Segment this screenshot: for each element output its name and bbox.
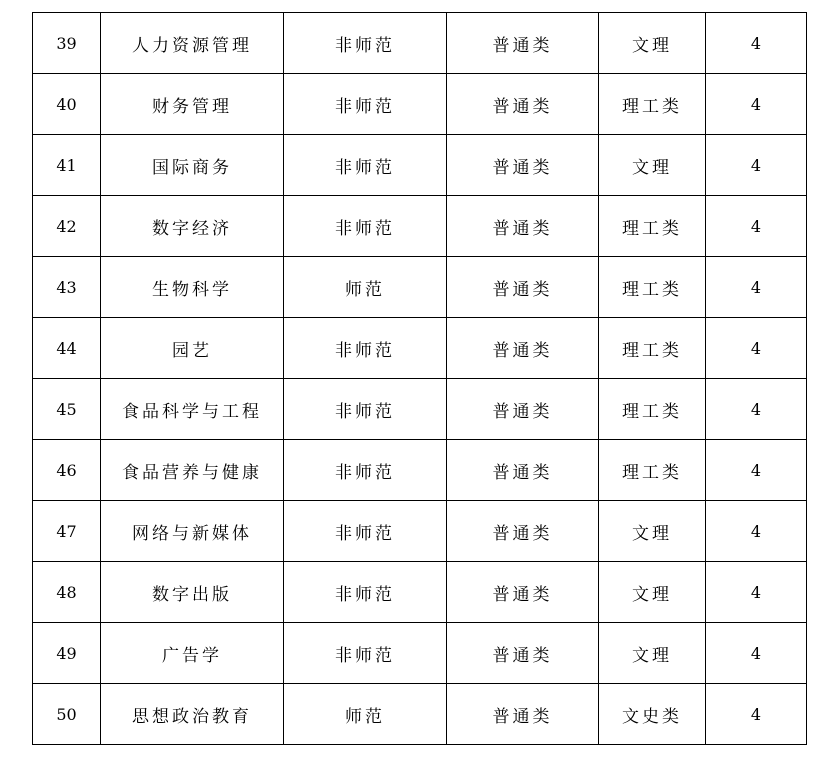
subject-track: 文史类 <box>599 684 706 745</box>
study-years: 4 <box>706 379 807 440</box>
row-number: 39 <box>33 13 101 74</box>
teacher-training-type: 非师范 <box>284 379 447 440</box>
teacher-training-type: 师范 <box>284 684 447 745</box>
subject-track: 理工类 <box>599 74 706 135</box>
enrollment-category: 普通类 <box>447 196 599 257</box>
study-years: 4 <box>706 684 807 745</box>
row-number: 40 <box>33 74 101 135</box>
enrollment-category: 普通类 <box>447 684 599 745</box>
enrollment-category: 普通类 <box>447 74 599 135</box>
major-name: 人力资源管理 <box>101 13 284 74</box>
major-name: 数字出版 <box>101 562 284 623</box>
enrollment-category: 普通类 <box>447 623 599 684</box>
major-name: 食品科学与工程 <box>101 379 284 440</box>
study-years: 4 <box>706 562 807 623</box>
study-years: 4 <box>706 13 807 74</box>
table-row <box>33 318 807 379</box>
study-years: 4 <box>706 623 807 684</box>
subject-track: 文理 <box>599 501 706 562</box>
study-years: 4 <box>706 257 807 318</box>
major-name: 园艺 <box>101 318 284 379</box>
table-row <box>33 440 807 501</box>
subject-track: 理工类 <box>599 196 706 257</box>
subject-track: 理工类 <box>599 379 706 440</box>
major-name: 思想政治教育 <box>101 684 284 745</box>
enrollment-category: 普通类 <box>447 257 599 318</box>
majors-table <box>32 12 807 745</box>
row-number: 45 <box>33 379 101 440</box>
enrollment-category: 普通类 <box>447 379 599 440</box>
major-name: 网络与新媒体 <box>101 501 284 562</box>
major-name: 国际商务 <box>101 135 284 196</box>
row-number: 47 <box>33 501 101 562</box>
study-years: 4 <box>706 74 807 135</box>
row-number: 44 <box>33 318 101 379</box>
teacher-training-type: 非师范 <box>284 440 447 501</box>
table-row <box>33 196 807 257</box>
row-number: 43 <box>33 257 101 318</box>
study-years: 4 <box>706 440 807 501</box>
study-years: 4 <box>706 501 807 562</box>
table-row <box>33 684 807 745</box>
subject-track: 文理 <box>599 562 706 623</box>
teacher-training-type: 非师范 <box>284 74 447 135</box>
teacher-training-type: 师范 <box>284 257 447 318</box>
table-row <box>33 501 807 562</box>
table-row <box>33 13 807 74</box>
table-row <box>33 74 807 135</box>
enrollment-category: 普通类 <box>447 135 599 196</box>
table-row <box>33 257 807 318</box>
teacher-training-type: 非师范 <box>284 318 447 379</box>
major-name: 生物科学 <box>101 257 284 318</box>
table-row <box>33 379 807 440</box>
teacher-training-type: 非师范 <box>284 501 447 562</box>
row-number: 49 <box>33 623 101 684</box>
major-name: 数字经济 <box>101 196 284 257</box>
row-number: 41 <box>33 135 101 196</box>
row-number: 42 <box>33 196 101 257</box>
study-years: 4 <box>706 135 807 196</box>
subject-track: 文理 <box>599 623 706 684</box>
row-number: 46 <box>33 440 101 501</box>
teacher-training-type: 非师范 <box>284 623 447 684</box>
major-name: 广告学 <box>101 623 284 684</box>
study-years: 4 <box>706 318 807 379</box>
subject-track: 文理 <box>599 13 706 74</box>
table-row <box>33 623 807 684</box>
subject-track: 文理 <box>599 135 706 196</box>
teacher-training-type: 非师范 <box>284 196 447 257</box>
table-row <box>33 135 807 196</box>
row-number: 48 <box>33 562 101 623</box>
subject-track: 理工类 <box>599 318 706 379</box>
enrollment-category: 普通类 <box>447 318 599 379</box>
subject-track: 理工类 <box>599 440 706 501</box>
subject-track: 理工类 <box>599 257 706 318</box>
enrollment-category: 普通类 <box>447 562 599 623</box>
row-number: 50 <box>33 684 101 745</box>
teacher-training-type: 非师范 <box>284 135 447 196</box>
majors-table-body <box>33 13 807 745</box>
enrollment-category: 普通类 <box>447 13 599 74</box>
major-name: 食品营养与健康 <box>101 440 284 501</box>
enrollment-category: 普通类 <box>447 501 599 562</box>
enrollment-category: 普通类 <box>447 440 599 501</box>
study-years: 4 <box>706 196 807 257</box>
table-row <box>33 562 807 623</box>
major-name: 财务管理 <box>101 74 284 135</box>
teacher-training-type: 非师范 <box>284 562 447 623</box>
teacher-training-type: 非师范 <box>284 13 447 74</box>
